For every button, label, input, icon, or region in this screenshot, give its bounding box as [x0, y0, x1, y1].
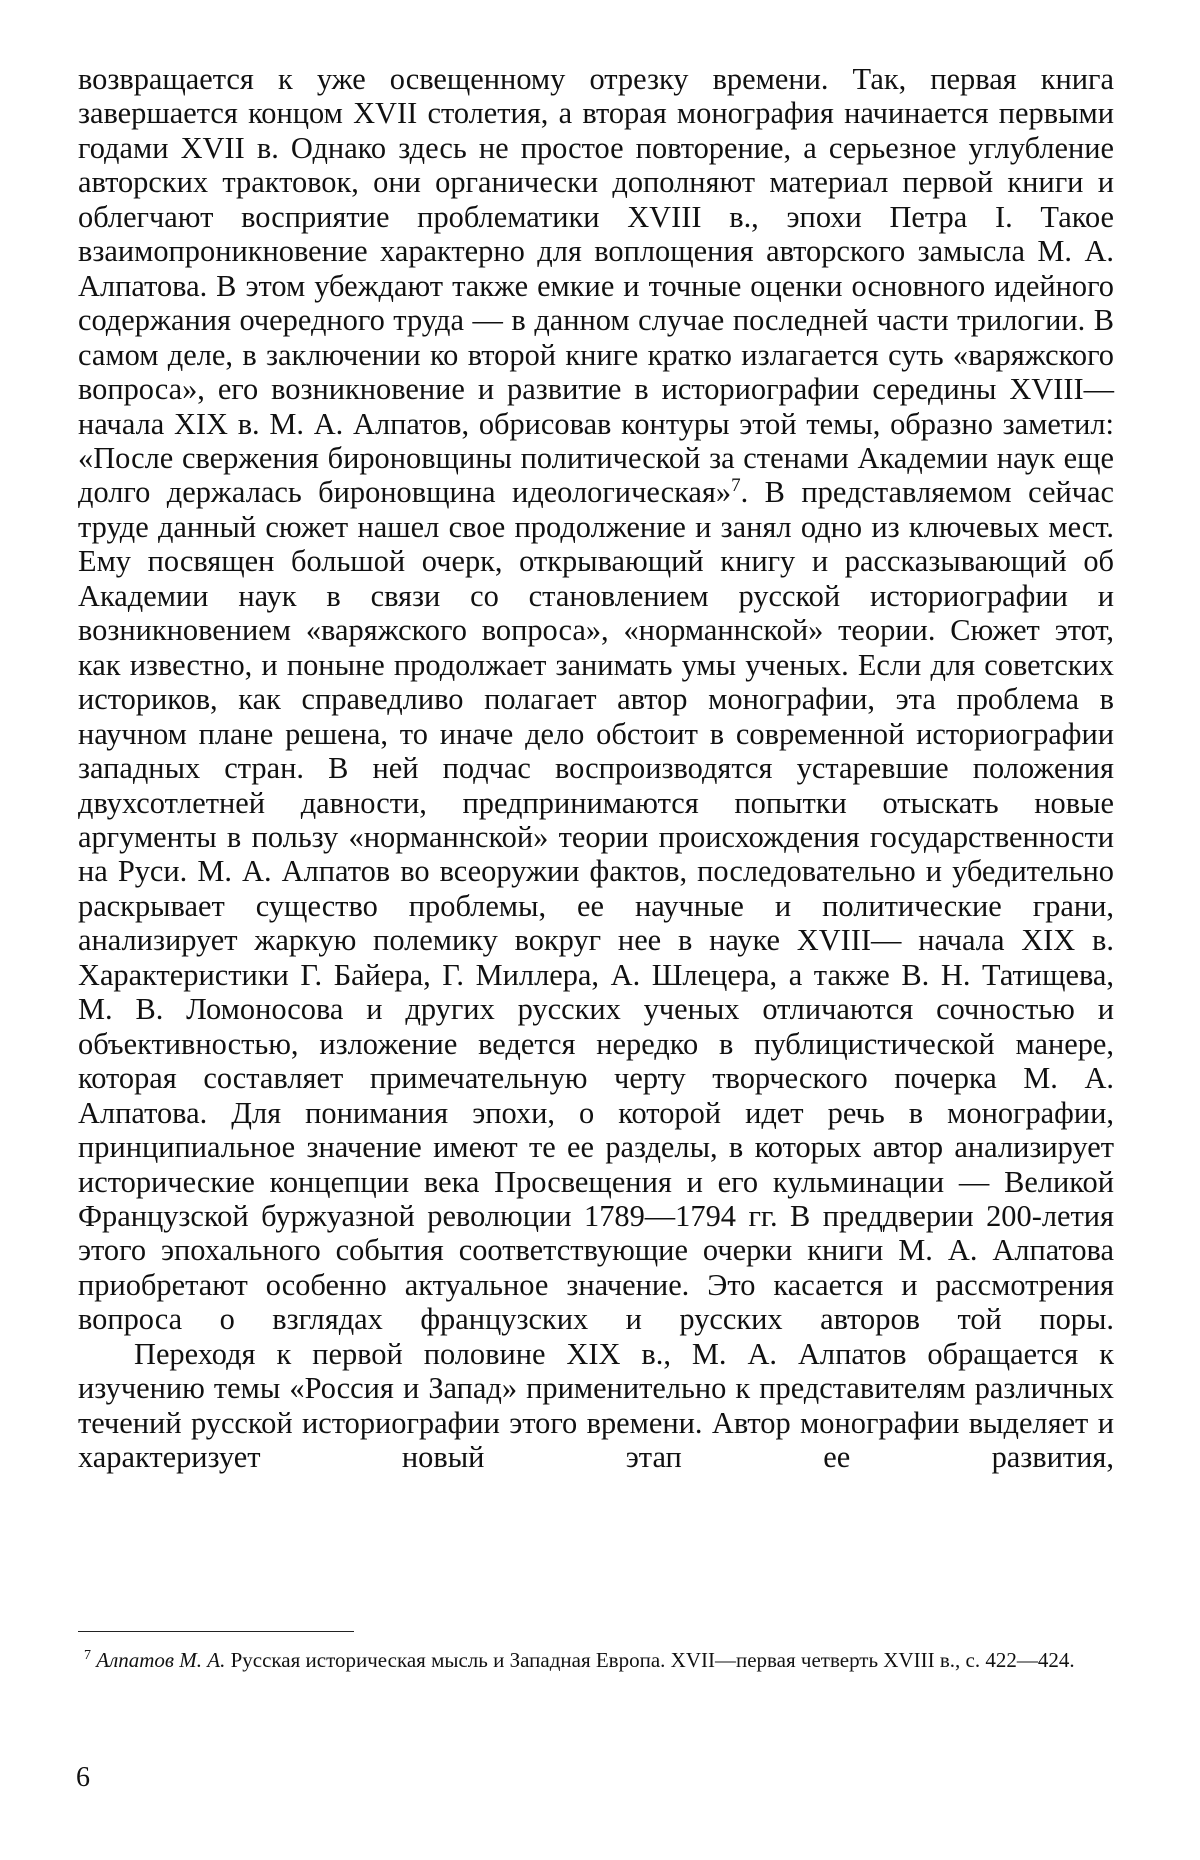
paragraph-2-text: Переходя к первой половине XIX в., М. А. Алпатов обращается к изучению темы «Россия и Запад» применительно к представителям различных течений русской историографии этого времени. Автор монографии выделяет и характеризует новый этап ее развития,	[78, 1336, 1114, 1475]
page-body	[78, 62, 1114, 1475]
footnote-author: Алпатов М. А.	[96, 1648, 226, 1672]
paragraph-1-text-b: . В представляемом сейчас труде данный сюжет нашел свое продолжение и занял одно из ключевых мест. Ему посвящен большой очерк, открывающий книгу и рассказывающий об Академии наук в связи со становлением русской историографии и возникновением «варяжского вопроса», «норманнской» теории. Сюжет этот, как известно, и поныне продолжает занимать умы ученых. Если для советских историков, как справедливо полагает автор монографии, эта проблема в научном плане решена, то иначе дело обстоит в современной историографии западных стран. В ней подчас воспроизводятся устаревшие положения двухсотлетней давности, предпринимаются попытки отыскать новые аргументы в пользу «норманнской» теории происхождения государственности на Руси. М. А. Алпатов во всеоружии фактов, последовательно и убедительно раскрывает существо проблемы, ее научные и политические грани, анализирует жаркую полемику вокруг нее в науке XVIII— начала XIX в. Характеристики Г. Байера, Г. Миллера, А. Шлецера, а также В. Н. Татищева, М. В. Ломоносова и других русских ученых отличаются сочностью и объективностью, изложение ведется нередко в публицистической манере, которая составляет примечательную черту творческого почерка М. А. Алпатова. Для понимания эпохи, о которой идет речь в монографии, принципиальное значение имеют те ее разделы, в которых автор анализирует исторические концепции века Просвещения и его кульминации — Великой Французской буржуазной революции 1789—1794 гг. В преддверии 200-летия этого эпохального события соответствующие очерки книги М. А. Алпатова приобретают особенно актуальное значение. Это касается и рассмотрения вопроса о взглядах французских и русских авторов той поры.	[78, 475, 1114, 1337]
footnote-reference: 7	[731, 475, 741, 497]
body-paragraph-2	[78, 1337, 1114, 1475]
footnote	[84, 1648, 1114, 1672]
footnote-marker: 7	[84, 1648, 91, 1663]
footnote-text: Русская историческая мысль и Западная Европа. XVII—первая четверть XVIII в., с. 422—424.	[225, 1648, 1075, 1672]
paragraph-1-text-a: возвращается к уже освещенному отрезку времени. Так, первая книга завершается концом XVII столетия, а вторая монография начинается первыми годами XVII в. Однако здесь не простое повторение, а серьезное углубление авторских трактовок, они органически дополняют материал первой книги и облегчают восприятие проблематики XVIII в., эпохи Петра I. Такое взаимопроникновение характерно для воплощения авторского замысла М. А. Алпатова. В этом убеждают также емкие и точные оценки основного идейного содержания очередного труда — в данном случае последней части трилогии. В самом деле, в заключении ко второй книге кратко излагается суть «варяжского вопроса», его возникновение и развитие в историографии середины XVIII—начала XIX в. М. А. Алпатов, обрисовав контуры этой темы, образно заметил: «После свержения бироновщины политической за стенами Академии наук еще долго держалась бироновщина идеологическая»	[78, 62, 1114, 510]
footnote-divider	[78, 1631, 354, 1632]
body-paragraph-1	[78, 62, 1114, 1337]
page-number: 6	[76, 1762, 90, 1793]
